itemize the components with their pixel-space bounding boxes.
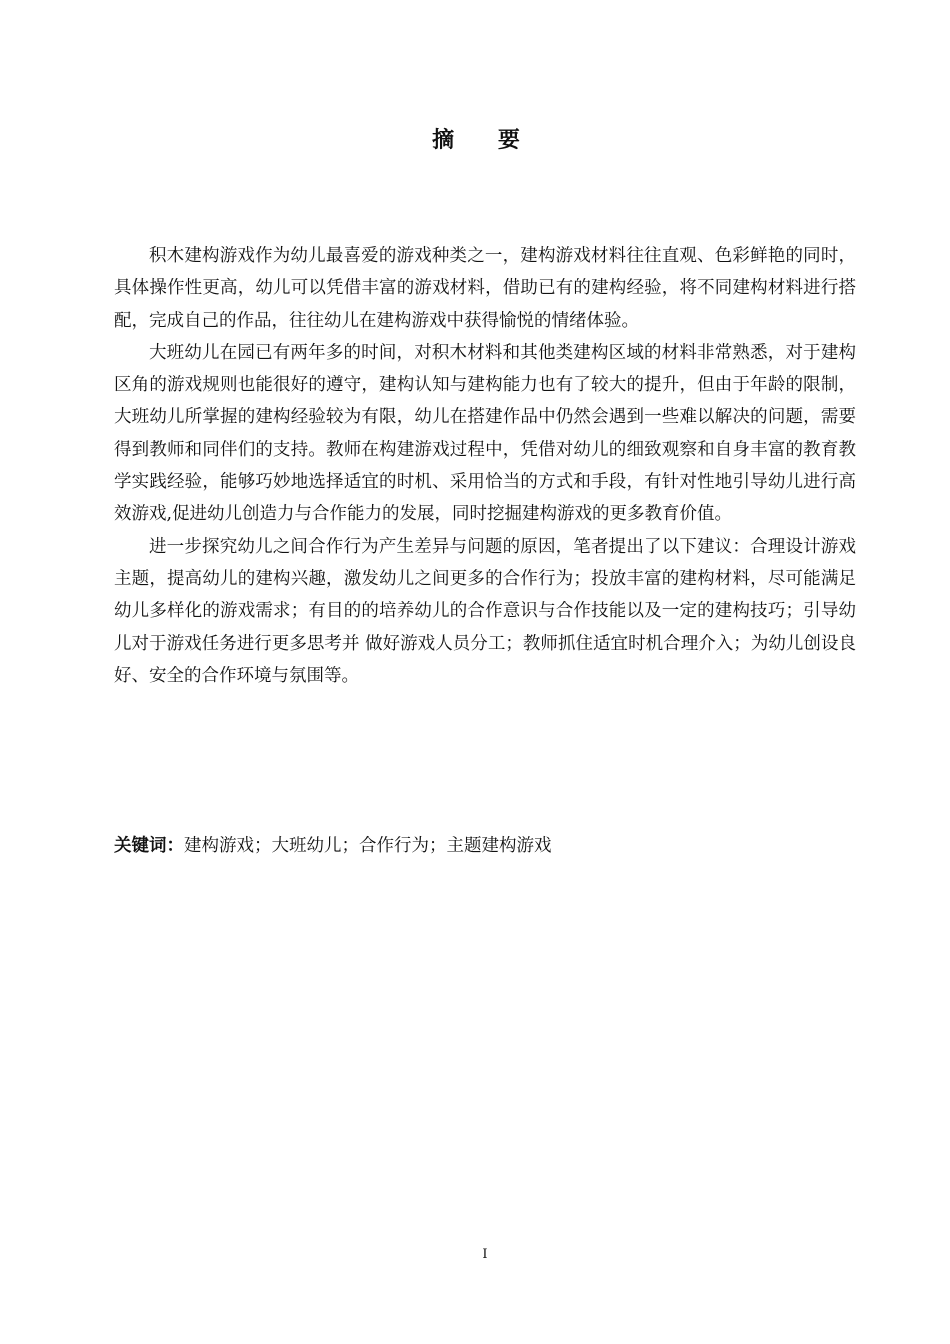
keywords-line [114,830,856,862]
keywords-label: 关键词： [114,836,184,856]
abstract-body [114,240,856,692]
abstract-title: 摘 要 [432,127,538,153]
page-number: I [482,1247,488,1262]
abstract-paragraph-2: 大班幼儿在园已有两年多的时间，对积木材料和其他类建构区域的材料非常熟悉，对于建构区角的游戏规则也能很好的遵守，建构认知与建构能力也有了较大的提升，但由于年龄的限制，大班幼儿所掌握的建构经验较为有限，幼儿在搭建作品中仍然会遇到一些难以解决的问题，需要得到教师和同伴们的支持。教师在构建游戏过程中，凭借对幼儿的细致观察和自身丰富的教育教学实践经验，能够巧妙地选择适宜的时机、采用恰当的方式和手段，有针对性地引导幼儿进行高效游戏,促进幼儿创造力与合作能力的发展，同时挖掘建构游戏的更多教育价值。 [114,342,856,525]
abstract-paragraph-3: 进一步探究幼儿之间合作行为产生差异与问题的原因，笔者提出了以下建议：合理设计游戏主题，提高幼儿的建构兴趣，激发幼儿之间更多的合作行为；投放丰富的建构材料，尽可能满足幼儿多样化的游戏需求；有目的的培养幼儿的合作意识与合作技能以及一定的建构技巧；引导幼儿对于游戏任务进行更多思考并 做好游戏人员分工；教师抓住适宜时机合理介入；为幼儿创设良好、安全的合作环境与氛围等。 [114,536,856,686]
keywords-value: 建构游戏；大班幼儿；合作行为；主题建构游戏 [184,836,552,856]
abstract-paragraph-1: 积木建构游戏作为幼儿最喜爱的游戏种类之一，建构游戏材料往往直观、色彩鲜艳的同时，具体操作性更高，幼儿可以凭借丰富的游戏材料，借助已有的建构经验，将不同建构材料进行搭配，完成自己的作品，往往幼儿在建构游戏中获得愉悦的情绪体验。 [114,246,856,331]
